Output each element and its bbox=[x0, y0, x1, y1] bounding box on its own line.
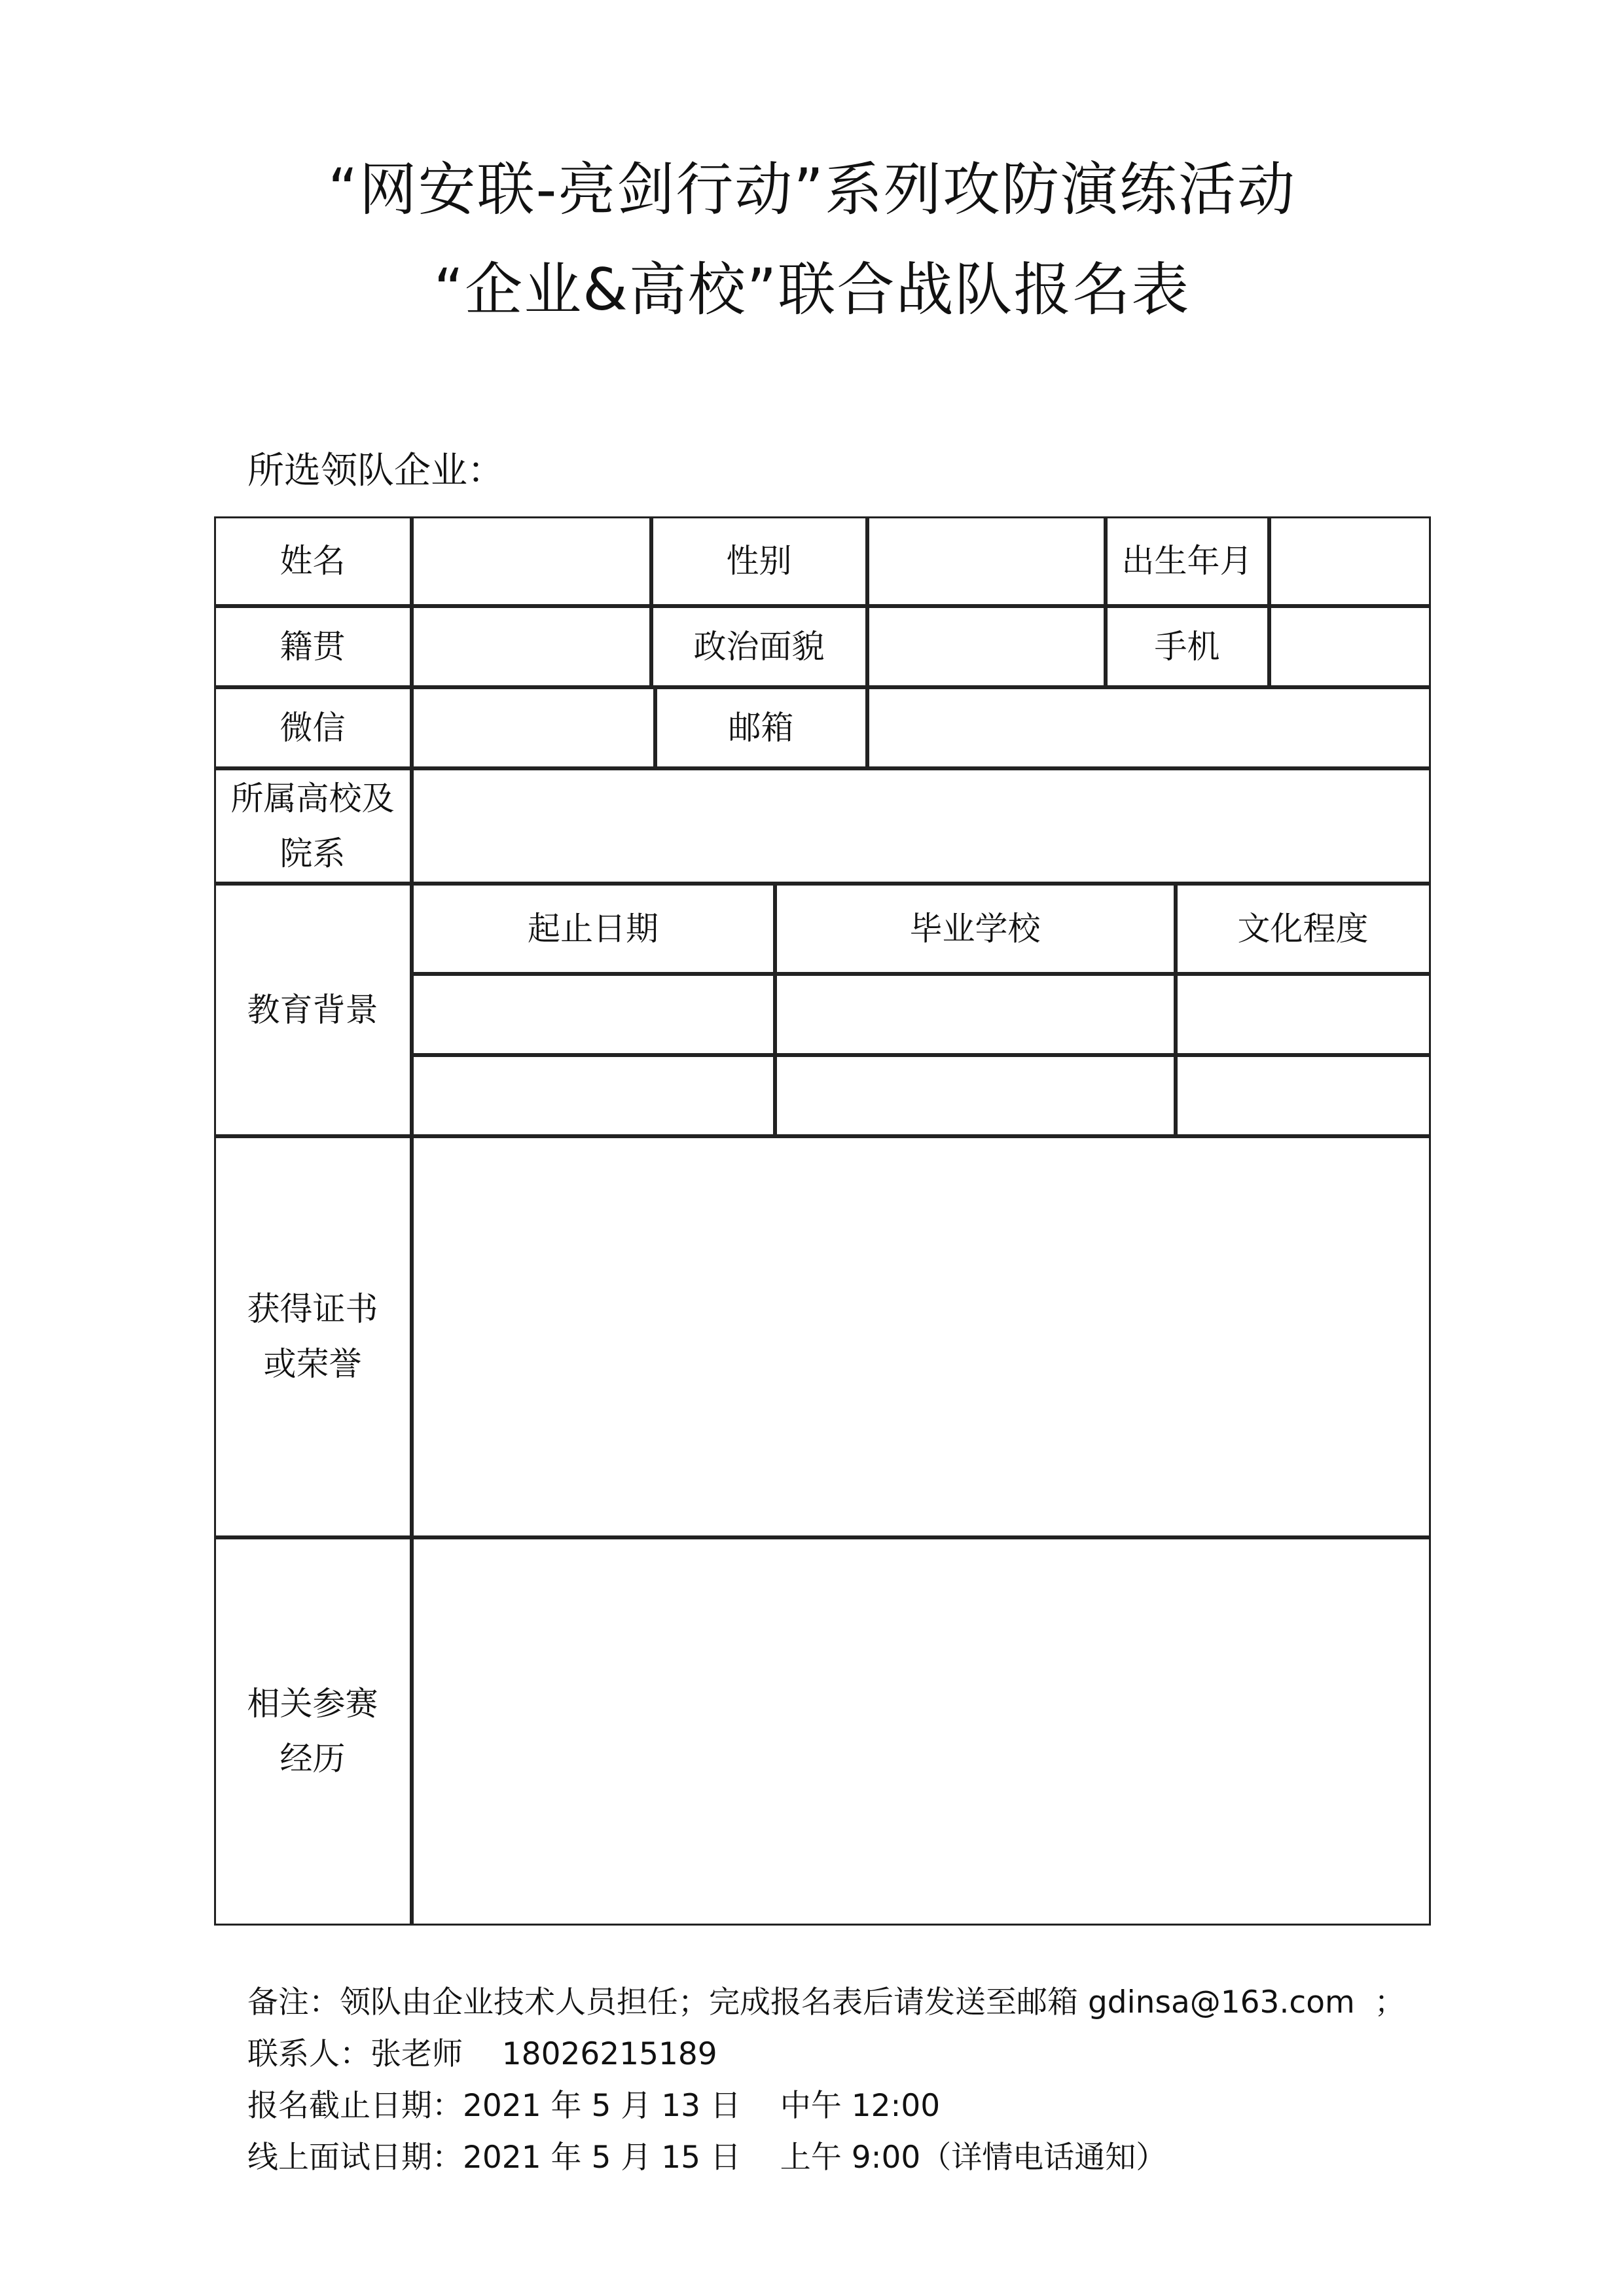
certificates-honors-label bbox=[214, 1136, 412, 1537]
cert-label-line1: 获得证书 bbox=[247, 1290, 378, 1328]
note-deadline: 报名截止日期：2021 年 5 月 13 日 中午 12:00 bbox=[247, 2088, 941, 2124]
edu-row1-school-input[interactable] bbox=[775, 974, 1176, 1055]
birth-input[interactable] bbox=[1269, 516, 1431, 606]
edu-col-school-header: 毕业学校 bbox=[775, 884, 1176, 974]
wechat-label: 微信 bbox=[214, 687, 412, 768]
edu-col-dates-header: 起止日期 bbox=[412, 884, 775, 974]
name-input[interactable] bbox=[412, 516, 651, 606]
leader-company-label: 所选领队企业： bbox=[247, 450, 504, 492]
education-background-label: 教育背景 bbox=[214, 884, 412, 1136]
note-remarks: 备注：领队由企业技术人员担任；完成报名表后请发送至邮箱 gdinsa@163.com ； bbox=[247, 1984, 1405, 2020]
cert-label-line2: 或荣誉 bbox=[263, 1345, 362, 1383]
birth-label: 出生年月 bbox=[1106, 516, 1269, 606]
note-contact: 联系人：张老师 18026215189 bbox=[247, 2036, 717, 2072]
school-label-line2: 院系 bbox=[280, 834, 346, 872]
wechat-input[interactable] bbox=[412, 687, 655, 768]
competition-experience-label bbox=[214, 1537, 412, 1926]
certificates-honors-input[interactable] bbox=[412, 1136, 1431, 1537]
email-label: 邮箱 bbox=[655, 687, 867, 768]
phone-input[interactable] bbox=[1269, 606, 1431, 687]
school-department-label bbox=[214, 768, 412, 884]
gender-label: 性别 bbox=[651, 516, 867, 606]
school-label-line1: 所属高校及 bbox=[230, 779, 395, 817]
native-place-label: 籍贯 bbox=[214, 606, 412, 687]
registration-form-table bbox=[215, 517, 1430, 1924]
competition-experience-input[interactable] bbox=[412, 1537, 1431, 1926]
phone-label: 手机 bbox=[1106, 606, 1269, 687]
note-interview-date: 线上面试日期：2021 年 5 月 15 日 上午 9:00（详情电话通知） bbox=[247, 2140, 1167, 2176]
political-status-label: 政治面貌 bbox=[651, 606, 867, 687]
edu-row2-degree-input[interactable] bbox=[1176, 1055, 1431, 1136]
notes-section bbox=[247, 1977, 1405, 2183]
name-label: 姓名 bbox=[214, 516, 412, 606]
political-status-input[interactable] bbox=[867, 606, 1106, 687]
edu-row2-school-input[interactable] bbox=[775, 1055, 1176, 1136]
email-input[interactable] bbox=[867, 687, 1431, 768]
edu-row2-dates-input[interactable] bbox=[412, 1055, 775, 1136]
school-department-input[interactable] bbox=[412, 768, 1431, 884]
form-title-line2: “企业&高校”联合战队报名表 bbox=[433, 256, 1191, 323]
form-title-line1: “网安联-亮剑行动”系列攻防演练活动 bbox=[328, 156, 1296, 223]
gender-input[interactable] bbox=[867, 516, 1106, 606]
native-place-input[interactable] bbox=[412, 606, 651, 687]
contest-label-line2: 经历 bbox=[280, 1740, 346, 1778]
contest-label-line1: 相关参赛 bbox=[247, 1685, 378, 1723]
edu-row1-dates-input[interactable] bbox=[412, 974, 775, 1055]
edu-row1-degree-input[interactable] bbox=[1176, 974, 1431, 1055]
edu-col-degree-header: 文化程度 bbox=[1176, 884, 1431, 974]
